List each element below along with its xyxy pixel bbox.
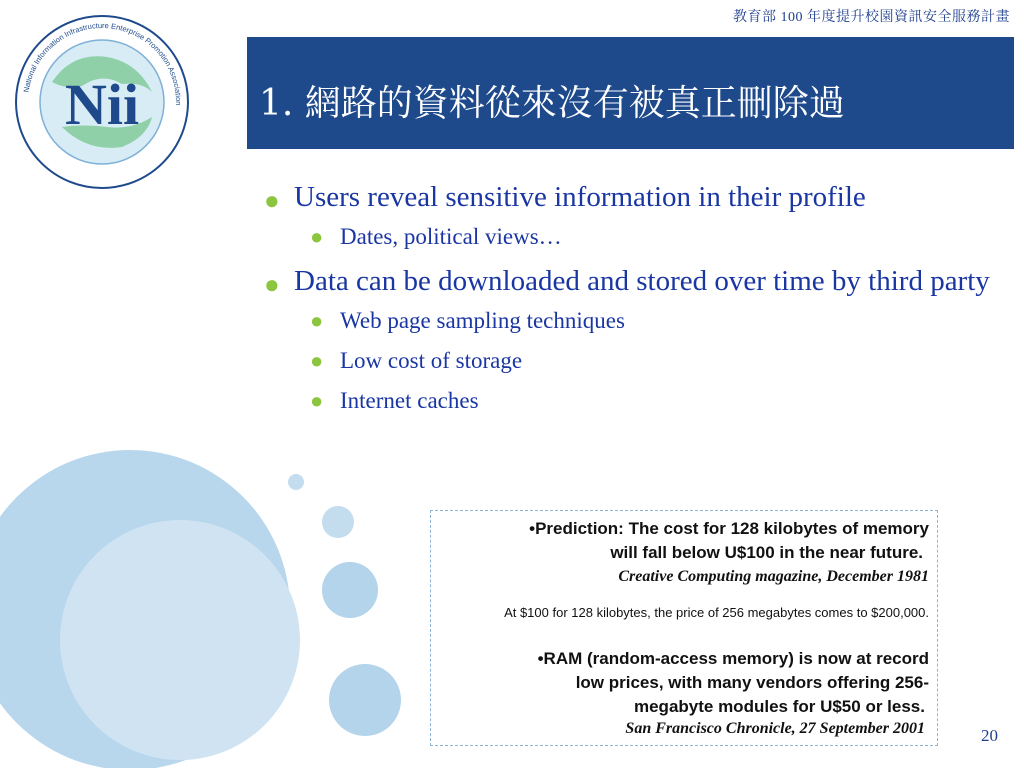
green-dot-icon: ● bbox=[310, 388, 324, 413]
header-caption: 教育部 100 年度提升校園資訊安全服務計畫 bbox=[733, 10, 1010, 25]
quote-1-source: Creative Computing magazine, December 1981 bbox=[618, 568, 929, 585]
bubble-small-1 bbox=[322, 562, 378, 618]
green-dot-icon: ● bbox=[310, 348, 324, 373]
sub-bullet-item bbox=[256, 386, 996, 416]
sub-bullet-text: Low cost of storage bbox=[340, 348, 523, 373]
sub-bullet-item bbox=[256, 222, 996, 252]
quote-2-line-2: low prices, with many vendors offering 256- bbox=[575, 673, 929, 692]
bubble-small-2 bbox=[322, 506, 354, 538]
bullet-item bbox=[256, 178, 996, 216]
quote-2-line-1: •RAM (random-access memory) is now at record bbox=[537, 649, 929, 668]
quote-2-source: San Francisco Chronicle, 27 September 2001 bbox=[625, 720, 925, 737]
page-number: 20 bbox=[981, 726, 998, 745]
sub-bullet-text: Dates, political views… bbox=[340, 224, 562, 249]
logo-ring-text: National Information Infrastructure Enterprise Promotion Association bbox=[21, 20, 184, 106]
quote-box bbox=[430, 510, 938, 746]
svg-text:Nii: Nii bbox=[64, 72, 140, 137]
price-note: At $100 for 128 kilobytes, the price of 256 megabytes comes to $200,000. bbox=[504, 605, 929, 620]
nii-logo bbox=[12, 12, 192, 192]
inner-bubble bbox=[60, 520, 300, 760]
sub-bullet-item bbox=[256, 306, 996, 336]
quote-1-line-1: •Prediction: The cost for 128 kilobytes of memory bbox=[529, 519, 929, 538]
quote-1-line-2: will fall below U$100 in the near future. bbox=[610, 543, 923, 562]
sub-bullet-text: Internet caches bbox=[340, 388, 479, 413]
green-dot-icon: ● bbox=[310, 308, 324, 333]
bullet-text: Users reveal sensitive information in their profile bbox=[294, 181, 866, 213]
green-dot-icon: ● bbox=[264, 270, 280, 299]
sub-bullet-text: Web page sampling techniques bbox=[340, 308, 625, 333]
sub-bullet-item bbox=[256, 346, 996, 376]
bubble-small-4 bbox=[329, 664, 401, 736]
green-dot-icon: ● bbox=[264, 186, 280, 215]
bubble-small-3 bbox=[288, 474, 304, 490]
bullet-list bbox=[256, 178, 996, 426]
quote-2-line-3: megabyte modules for U$50 or less. bbox=[633, 697, 925, 716]
bullet-item bbox=[256, 262, 996, 300]
green-dot-icon: ● bbox=[310, 224, 324, 249]
title-bar bbox=[247, 37, 1014, 149]
slide-title: 1. 網路的資料從來沒有被真正刪除過 bbox=[259, 83, 845, 124]
bullet-text: Data can be downloaded and stored over time by third party bbox=[294, 265, 990, 297]
